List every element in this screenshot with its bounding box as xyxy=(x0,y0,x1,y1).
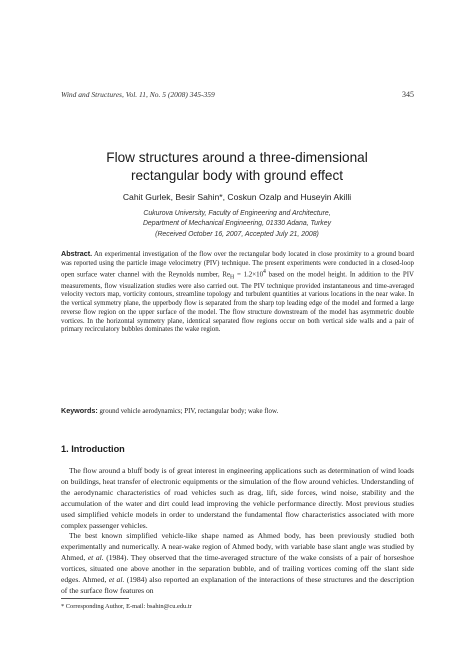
keywords xyxy=(61,406,414,415)
received-dates: (Received October 16, 2007, Accepted July 21, 2008) xyxy=(155,230,319,238)
intro-paragraph-1: The flow around a bluff body is of great interest in engineering applications such as determination of wind loads on buildings, heat transfer of electronic equipments or the simulation of the flow around vehicles. Understanding of the aerodynamic characteristics of road vehicles such as drag, lift, side forces, wind noise, stability and the accumulation of the water and dirt could lead improving the vehicle performance directly. Most previous studies used simplified vehicle models in order to understand the fundamental flow characteristics associated with more complex passenger vehicles. xyxy=(61,466,414,530)
keywords-text: ground vehicle aerodynamics; PIV, rectangular body; wake flow. xyxy=(97,408,279,415)
p2-etal-1: et al. xyxy=(87,552,104,562)
reynolds-exponent: 4 xyxy=(263,269,266,276)
abstract-text-a: An experimental investigation of the flow over the rectangular body located in close proximity to a ground board was reported using the particle image velocimetry (PIV) technique. The present experiments were conducted in a closed-loop open surface water channel with the Reynolds number, Re xyxy=(61,251,414,279)
keywords-label: Keywords: xyxy=(61,406,98,415)
footnote: * Corresponding Author, E-mail: bsahin@cu.edu.tr xyxy=(61,603,192,610)
title-line-1: Flow structures around a three-dimensional xyxy=(106,150,368,165)
reynolds-value: = 1.2×10 xyxy=(234,271,264,279)
p2-text-a: The best known simplified vehicle-like shape named as Ahmed body, has been previously studied both experimentally and numerically. A near-wake region of Ahmed body, with variable base slant angle was studied by Ahmed, xyxy=(61,531,414,562)
title-line-2: rectangular body with ground effect xyxy=(130,168,344,183)
abstract-text-b: based on the model height. In addition to the PIV measurements, flow visualization studies were also carried out. The PIV technique provided instantaneous and time-averaged velocity vectors map, vorticity contours, streamline topology and turbulent quantities at various locations in the near wake. In the vertical symmetry plane, the upperbody flow is separated from the sharp top leading edge of the model and formed a large reverse flow region on the upper surface of the model. The flow structure downstream of the model has asymmetric double vortices. In the horizontal symmetry plane, identical separated flow regions occur on both vertical side walls and a pair of primary recirculatory bubbles dominates the wake region. xyxy=(61,271,414,334)
p2-text-c: (1984) also reported an explanation of the interactions of these structures and the description of the surface flow features on xyxy=(61,574,414,595)
p2-etal-2: et al. xyxy=(108,574,125,584)
abstract xyxy=(61,250,414,335)
intro-paragraph-2 xyxy=(61,531,414,596)
journal-citation: Wind and Structures, Vol. 11, No. 5 (2008) 345-359 xyxy=(61,90,215,99)
running-header xyxy=(61,90,414,99)
reynolds-subscript: H xyxy=(230,275,235,282)
p2-text-b: (1984). They observed that the time-averaged structure of the wake consists of a pair of horseshoe vortices, situated one above another in the separation bubble, and of trailing vortices coming off the slant side edges. Ahmed, xyxy=(61,552,414,584)
abstract-label: Abstract. xyxy=(61,249,93,258)
affiliation-block xyxy=(60,209,414,240)
footnote-rule xyxy=(61,598,129,599)
paper-title xyxy=(60,149,414,185)
page-number: 345 xyxy=(402,90,414,99)
affiliation-line-1: Cukurova University, Faculty of Engineering and Architecture, xyxy=(143,210,331,217)
affiliation-line-2: Department of Mechanical Engineering, 01330 Adana, Turkey xyxy=(142,220,332,228)
section-heading: 1. Introduction xyxy=(61,444,125,454)
author-list: Cahit Gurlek, Besir Sahin*, Coskun Ozalp and Huseyin Akilli xyxy=(122,192,352,202)
